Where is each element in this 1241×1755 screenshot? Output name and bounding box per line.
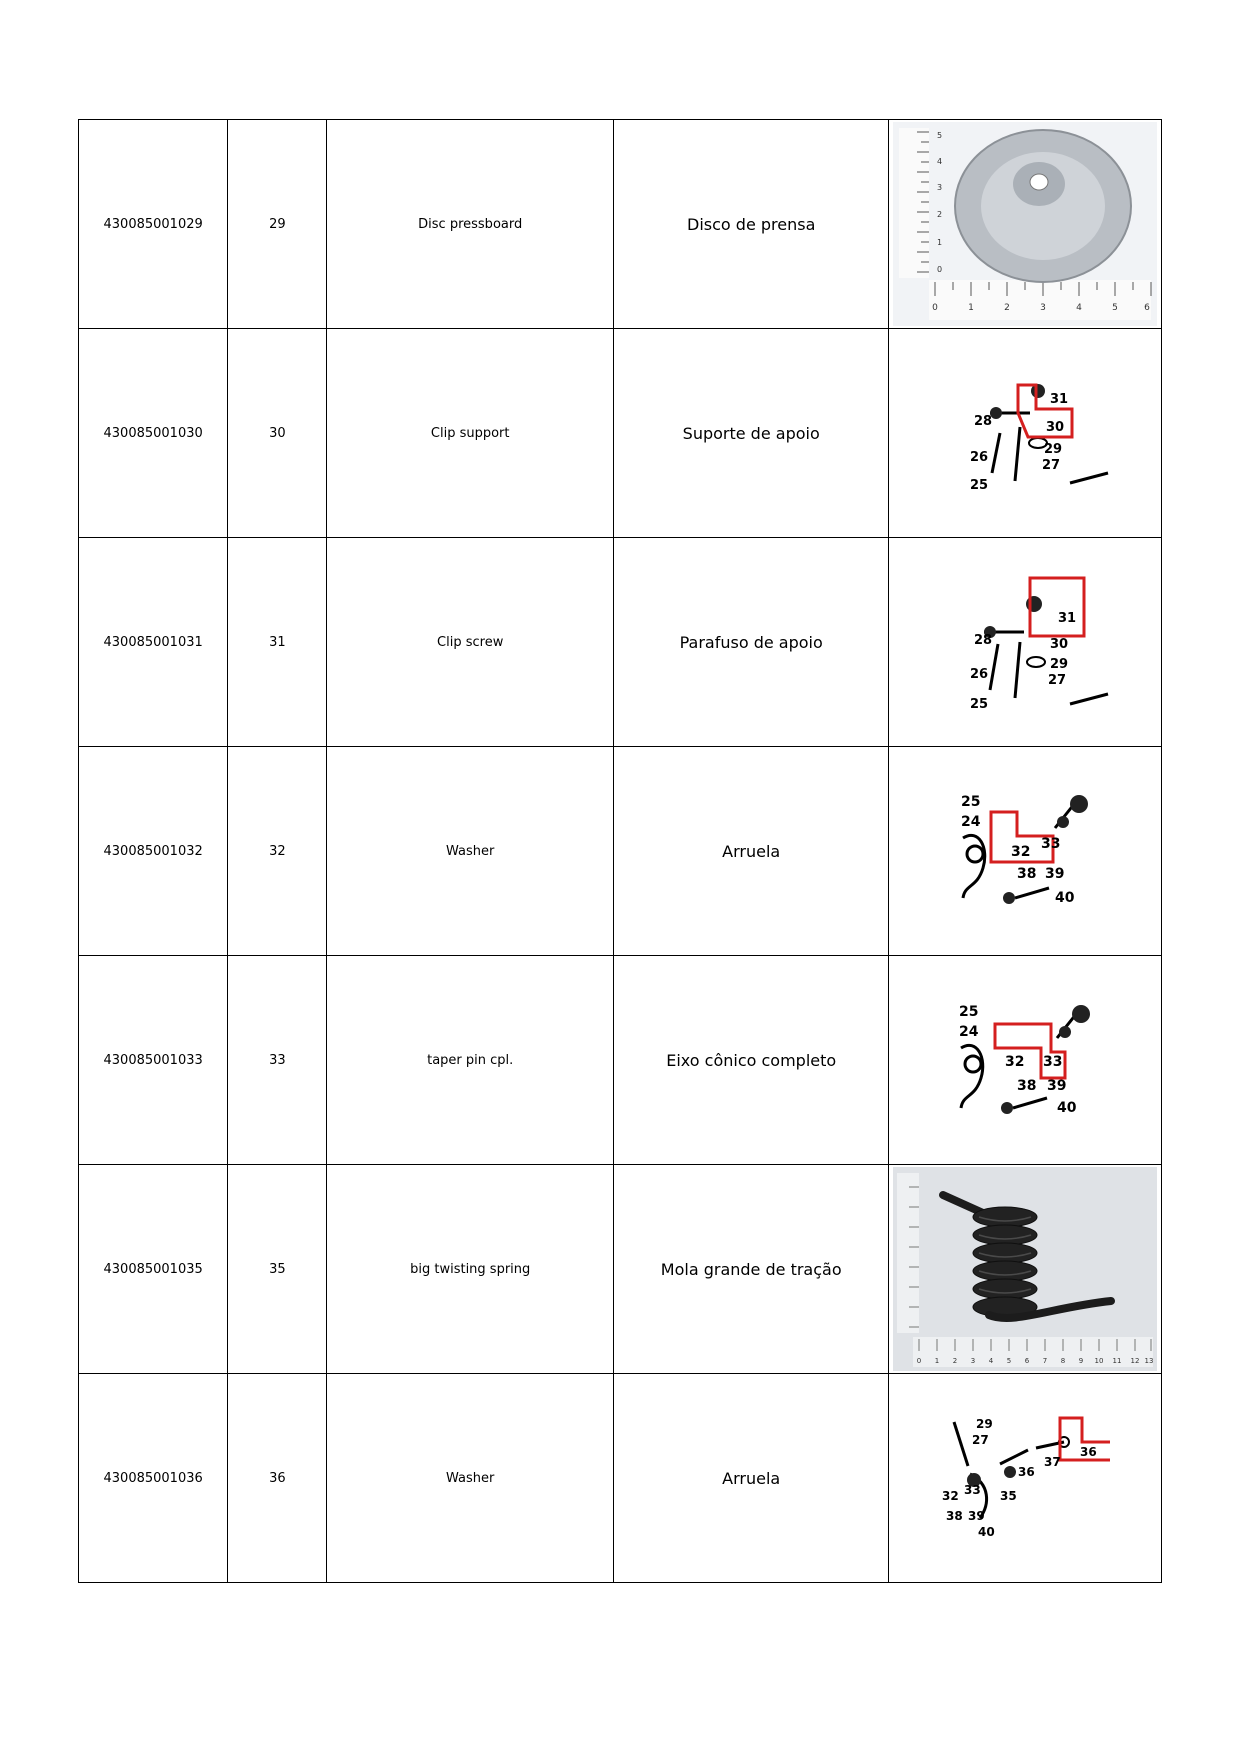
part-description-pt: Eixo cônico completo	[613, 956, 889, 1165]
part-description-pt: Disco de prensa	[613, 120, 889, 329]
callout-label: 33	[964, 1483, 981, 1497]
ruler-x-label: 9	[1078, 1357, 1084, 1365]
spring-photo	[893, 1167, 1157, 1371]
part-code: 430085001031	[79, 538, 228, 747]
washer-disc-photo	[893, 122, 1157, 326]
part-number: 31	[228, 538, 327, 747]
ruler-x-label: 13	[1144, 1357, 1154, 1365]
exploded-diagram-36	[940, 1414, 1110, 1542]
callout-label: 40	[1057, 1100, 1077, 1116]
part-code: 430085001035	[79, 1165, 228, 1374]
callout-label: 38	[946, 1509, 963, 1523]
part-number: 30	[228, 329, 327, 538]
part-number: 33	[228, 956, 327, 1165]
part-number: 36	[228, 1374, 327, 1583]
callout-label: 40	[978, 1525, 995, 1539]
ruler-x-label: 0	[932, 303, 939, 313]
ruler-x-label: 4	[988, 1357, 994, 1365]
part-description-pt: Arruela	[613, 747, 889, 956]
table-row	[79, 956, 1162, 1165]
callout-label: 36	[1080, 1445, 1097, 1459]
part-description-en: taper pin cpl.	[327, 956, 614, 1165]
callout-label: 33	[1043, 1054, 1063, 1070]
part-description-pt: Parafuso de apoio	[613, 538, 889, 747]
ruler-x-label: 2	[1004, 303, 1011, 313]
callout-label: 39	[968, 1509, 985, 1523]
callout-label: 31	[1050, 392, 1069, 407]
parts-table	[78, 119, 1162, 1583]
callout-label: 30	[1046, 420, 1065, 435]
ruler-x-label: 3	[1040, 303, 1047, 313]
callout-label: 36	[1018, 1465, 1035, 1479]
callout-label: 24	[961, 814, 981, 830]
exploded-diagram-30	[940, 373, 1110, 493]
ruler-x-label: 5	[1112, 303, 1119, 313]
callout-label: 32	[1011, 844, 1031, 860]
part-number: 35	[228, 1165, 327, 1374]
ruler-x-label: 0	[916, 1357, 922, 1365]
ruler-x-label: 3	[970, 1357, 976, 1365]
callout-label: 38	[1017, 866, 1037, 882]
ruler-y-label: 5	[937, 131, 943, 140]
ruler-x-label: 12	[1130, 1357, 1140, 1365]
callout-label: 25	[961, 794, 981, 810]
table-row	[79, 538, 1162, 747]
part-number: 29	[228, 120, 327, 329]
part-number: 32	[228, 747, 327, 956]
callout-label: 25	[970, 697, 989, 710]
part-code: 430085001030	[79, 329, 228, 538]
table-row	[79, 747, 1162, 956]
exploded-diagram-31	[940, 574, 1110, 710]
ruler-y-label: 3	[937, 183, 943, 192]
callout-label: 25	[970, 478, 989, 493]
part-code: 430085001029	[79, 120, 228, 329]
callout-label: 27	[972, 1433, 989, 1447]
callout-label: 33	[1041, 836, 1061, 852]
part-description-pt: Arruela	[613, 1374, 889, 1583]
callout-label: 32	[1005, 1054, 1025, 1070]
callout-label: 31	[1058, 611, 1077, 626]
callout-label: 26	[970, 450, 989, 465]
ruler-x-label: 8	[1060, 1357, 1066, 1365]
part-code: 430085001036	[79, 1374, 228, 1583]
part-code: 430085001032	[79, 747, 228, 956]
ruler-x-label: 11	[1112, 1357, 1122, 1365]
part-description-en: Disc pressboard	[327, 120, 614, 329]
table-row	[79, 1374, 1162, 1583]
table-row	[79, 120, 1162, 329]
ruler-y-label: 2	[937, 210, 943, 219]
ruler-y-label: 1	[937, 238, 943, 247]
part-description-en: Washer	[327, 747, 614, 956]
callout-label: 32	[942, 1489, 959, 1503]
part-description-en: Clip screw	[327, 538, 614, 747]
callout-label: 29	[1050, 657, 1069, 672]
ruler-x-label: 6	[1144, 303, 1151, 313]
callout-label: 30	[1050, 637, 1069, 652]
ruler-y-label: 4	[937, 157, 943, 166]
ruler-x-label: 7	[1042, 1357, 1048, 1365]
ruler-x-label: 10	[1094, 1357, 1104, 1365]
callout-label: 28	[974, 633, 993, 648]
callout-label: 25	[959, 1004, 979, 1020]
ruler-x-label: 5	[1006, 1357, 1012, 1365]
ruler-x-label: 6	[1024, 1357, 1030, 1365]
exploded-diagram-32	[959, 788, 1091, 914]
callout-label: 39	[1045, 866, 1065, 882]
callout-label: 39	[1047, 1078, 1067, 1094]
callout-label: 29	[976, 1417, 993, 1431]
callout-label: 35	[1000, 1489, 1017, 1503]
callout-label: 24	[959, 1024, 979, 1040]
ruler-x-label: 2	[952, 1357, 958, 1365]
ruler-x-label: 1	[968, 303, 975, 313]
table-row	[79, 1165, 1162, 1374]
callout-label: 26	[970, 667, 989, 682]
part-description-en: Washer	[327, 1374, 614, 1583]
callout-label: 29	[1044, 442, 1063, 457]
part-description-en: Clip support	[327, 329, 614, 538]
exploded-diagram-33	[957, 996, 1093, 1124]
callout-label: 27	[1042, 458, 1061, 473]
part-description-pt: Mola grande de tração	[613, 1165, 889, 1374]
callout-label: 37	[1044, 1455, 1061, 1469]
ruler-x-label: 1	[934, 1357, 940, 1365]
ruler-y-label: 0	[937, 265, 943, 274]
part-description-pt: Suporte de apoio	[613, 329, 889, 538]
callout-label: 28	[974, 414, 993, 429]
callout-label: 40	[1055, 890, 1075, 906]
table-row	[79, 329, 1162, 538]
part-description-en: big twisting spring	[327, 1165, 614, 1374]
part-code: 430085001033	[79, 956, 228, 1165]
ruler-x-label: 4	[1076, 303, 1083, 313]
callout-label: 38	[1017, 1078, 1037, 1094]
callout-label: 27	[1048, 673, 1067, 688]
